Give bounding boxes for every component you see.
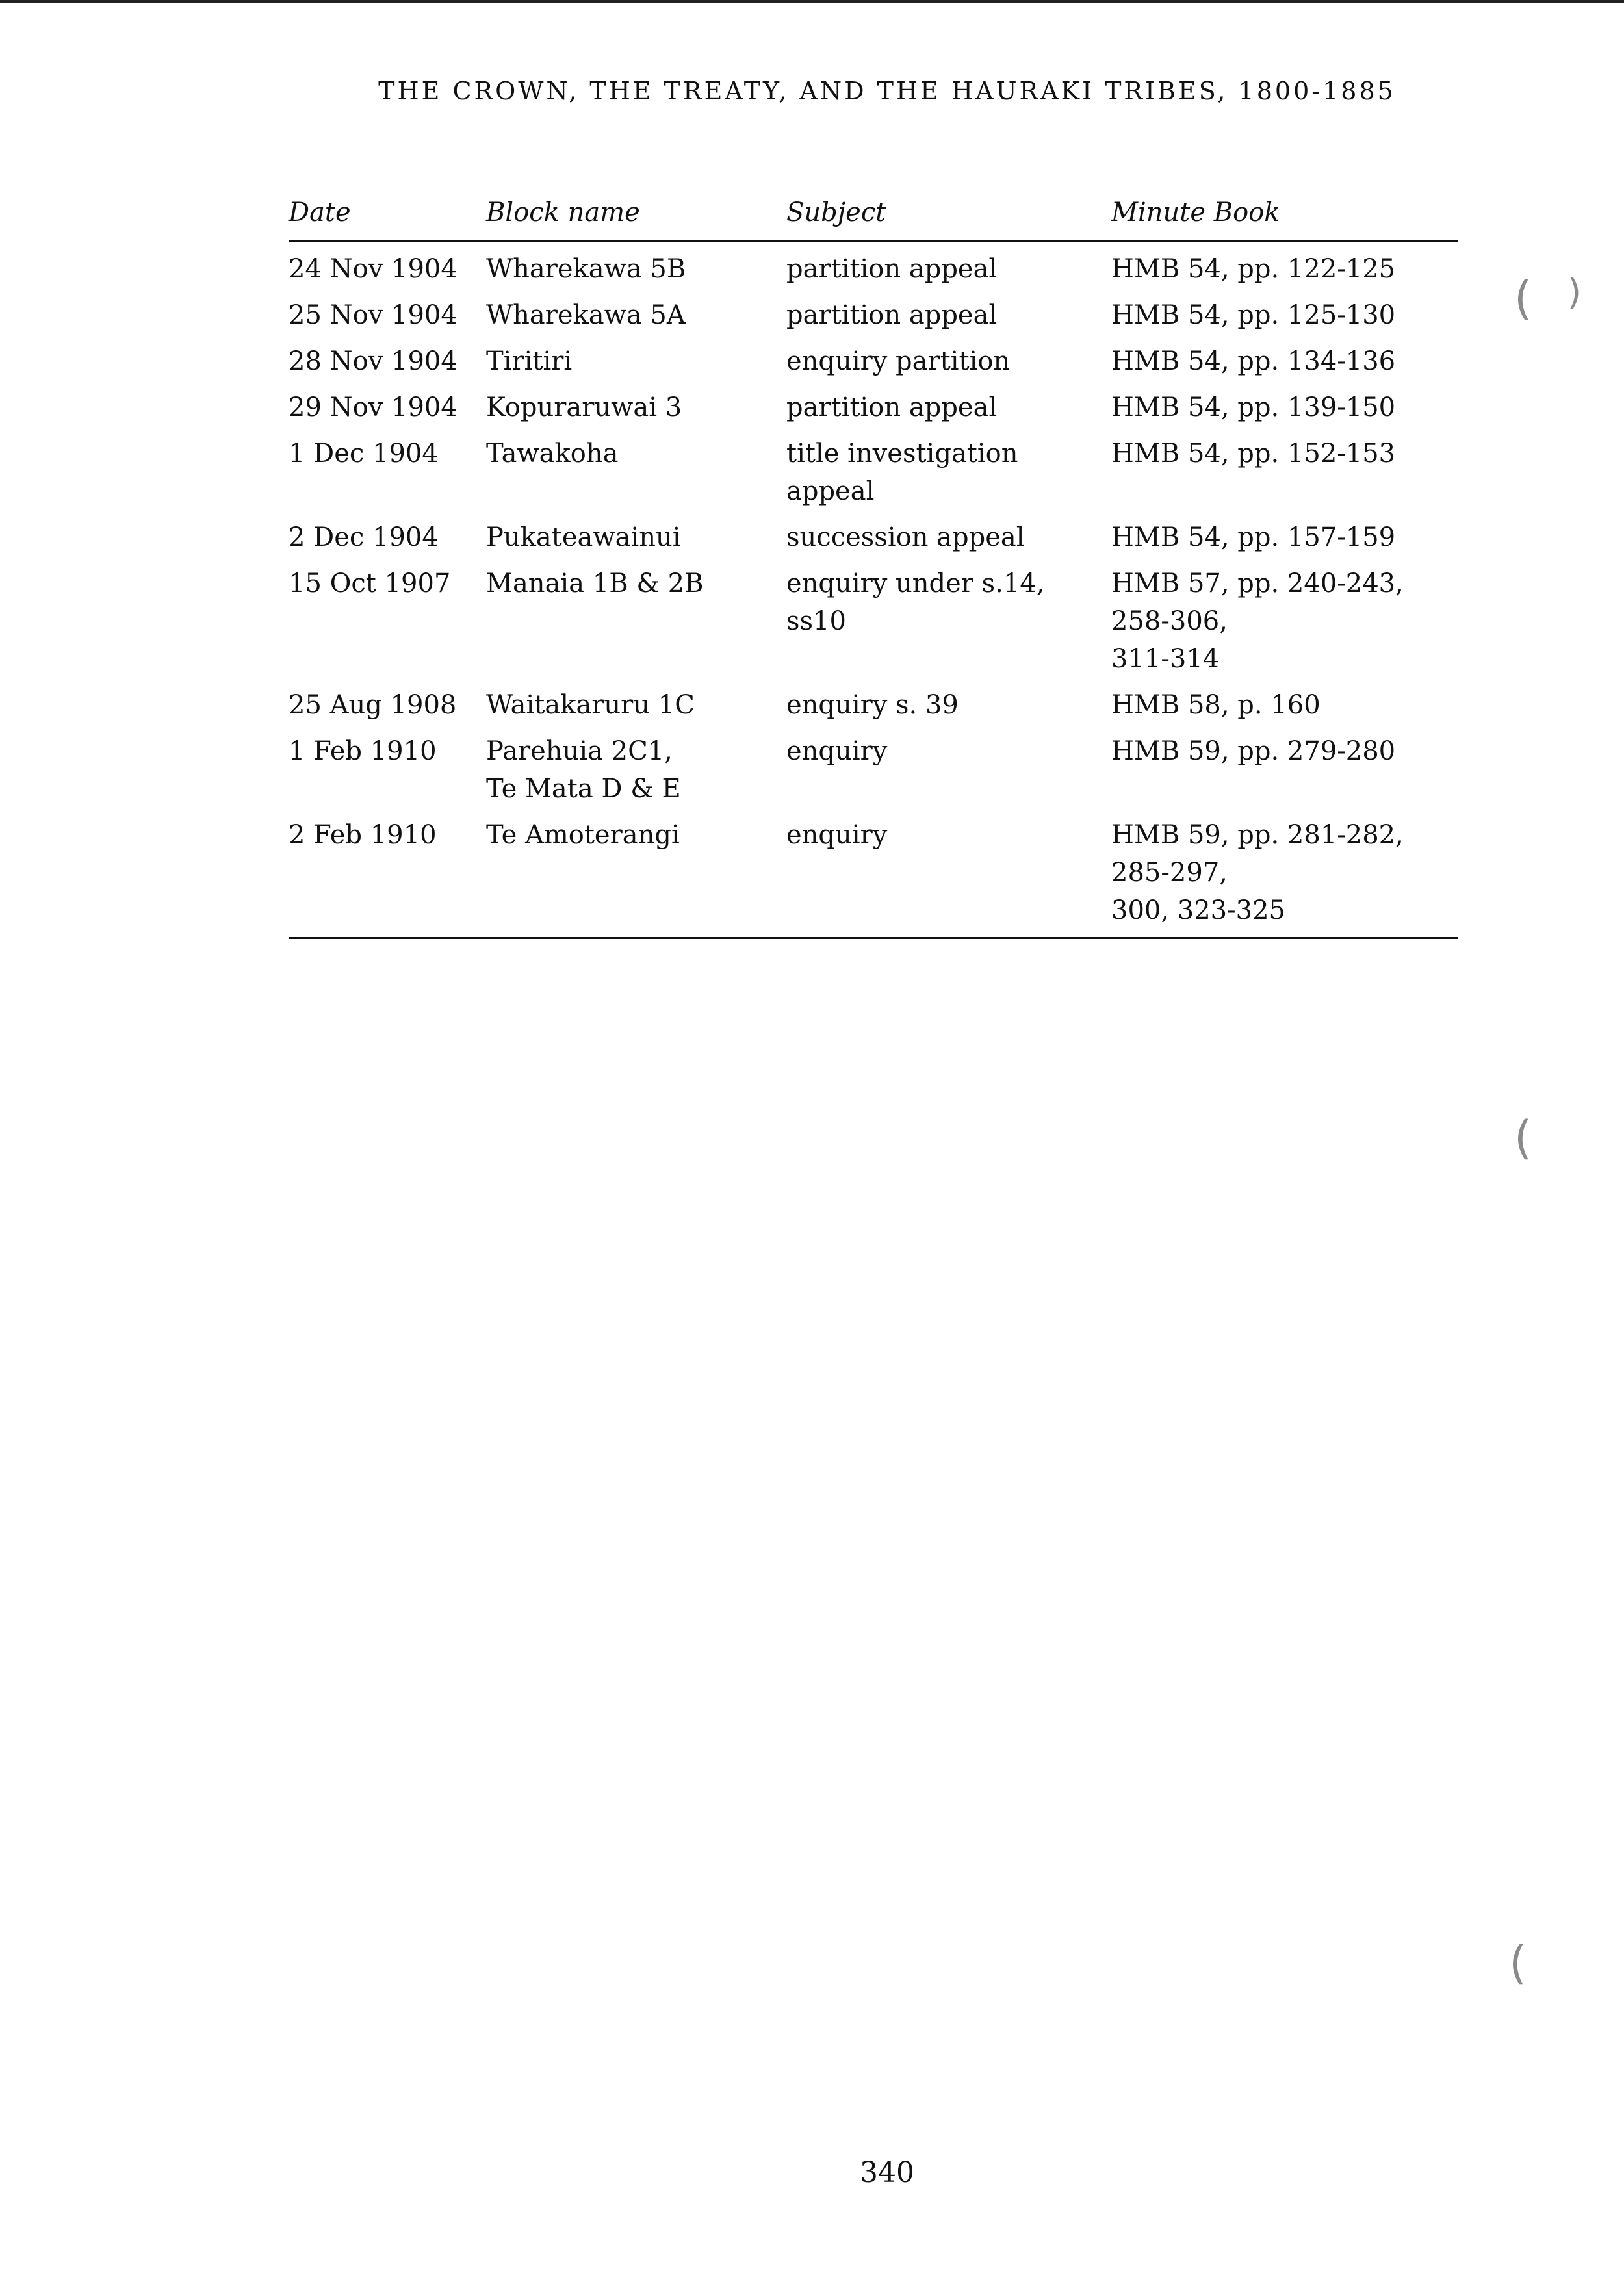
table-body (289, 242, 1458, 938)
date-cell: 15 Oct 1907 (289, 569, 451, 598)
column-header-block-name: Block name (486, 187, 786, 242)
column-header-minute-book: Minute Book (1111, 187, 1458, 242)
margin-bracket-mark: ) (1567, 272, 1582, 313)
minute-book-cell (1111, 515, 1458, 561)
date-cell: 2 Dec 1904 (289, 522, 439, 552)
block-name-line: Tiritiri (486, 346, 573, 376)
block-name-line: Pukateawainui (486, 522, 681, 552)
table-header-row (289, 187, 1458, 242)
date-cell: 25 Nov 1904 (289, 300, 458, 330)
subject-cell: partition appeal (786, 254, 998, 284)
page-number: 340 (860, 2156, 914, 2189)
minute-book-cell (1111, 729, 1458, 813)
running-title: THE CROWN, THE TREATY, AND THE HAURAKI TRIBES, 1800-1885 (378, 77, 1396, 105)
minute-book-line: 300, 323-325 (1111, 895, 1285, 925)
block-name-line: Wharekawa 5B (486, 254, 686, 284)
table-row (289, 242, 1458, 294)
minute-book-line: HMB 54, pp. 157-159 (1111, 522, 1396, 552)
table-row (289, 385, 1458, 431)
subject-cell: enquiry (786, 736, 888, 766)
subject-cell: title investigation appeal (786, 439, 1018, 506)
subject-cell: enquiry (786, 813, 1111, 938)
minute-book-cell (1111, 813, 1458, 938)
block-name-cell (486, 729, 786, 813)
date-cell: 2 Feb 1910 (289, 813, 486, 938)
block-name-cell (486, 813, 786, 938)
minute-book-line: HMB 59, pp. 281-282, 285-297, (1111, 820, 1404, 888)
block-name-cell (486, 515, 786, 561)
block-name-line: Manaia 1B & 2B (486, 569, 704, 598)
table-row (289, 515, 1458, 561)
minute-book-table (289, 187, 1458, 939)
date-cell: 1 Dec 1904 (289, 439, 439, 469)
minute-book-line: HMB 54, pp. 134-136 (1111, 346, 1396, 376)
minute-book-cell (1111, 293, 1458, 339)
date-cell: 24 Nov 1904 (289, 254, 458, 284)
table-row (289, 813, 1458, 938)
block-name-line: Waitakaruru 1C (486, 690, 695, 720)
minute-book-line: HMB 54, pp. 122-125 (1111, 254, 1396, 284)
table-row (289, 729, 1458, 813)
minute-book-line: HMB 54, pp. 125-130 (1111, 300, 1396, 330)
minute-book-cell (1111, 683, 1458, 729)
minute-book-cell (1111, 242, 1458, 294)
minute-book-line: 311-314 (1111, 644, 1220, 674)
minute-book-cell (1111, 339, 1458, 385)
table-row (289, 431, 1458, 515)
date-cell: 28 Nov 1904 (289, 346, 458, 376)
table-row (289, 561, 1458, 683)
subject-cell: succession appeal (786, 522, 1025, 552)
column-header-date: Date (289, 187, 486, 242)
margin-bracket-mark: ( (1509, 1936, 1527, 1990)
block-name-line: Tawakoha (486, 439, 619, 469)
subject-cell: partition appeal (786, 300, 998, 330)
block-name-cell (486, 242, 786, 294)
minute-book-cell (1111, 431, 1458, 515)
minute-book-cell (1111, 385, 1458, 431)
date-cell: 29 Nov 1904 (289, 392, 458, 422)
margin-bracket-mark: ( (1514, 272, 1532, 325)
date-cell: 1 Feb 1910 (289, 736, 437, 766)
block-name-cell (486, 339, 786, 385)
minute-book-line: HMB 59, pp. 279-280 (1111, 736, 1396, 766)
block-name-line: Parehuia 2C1, (486, 736, 673, 766)
margin-bracket-mark: ( (1514, 1111, 1532, 1164)
subject-cell: enquiry s. 39 (786, 690, 959, 720)
block-name-line: Wharekawa 5A (486, 300, 686, 330)
minute-book-line: HMB 54, pp. 152-153 (1111, 439, 1396, 469)
table-row (289, 683, 1458, 729)
minute-book-line: HMB 57, pp. 240-243, 258-306, (1111, 569, 1404, 636)
subject-cell: partition appeal (786, 392, 998, 422)
subject-cell: enquiry under s.14, ss10 (786, 569, 1045, 636)
minute-book-cell (1111, 561, 1458, 683)
block-name-cell (486, 683, 786, 729)
block-name-cell (486, 431, 786, 515)
block-name-line: Te Amoterangi (486, 820, 680, 850)
subject-cell: enquiry partition (786, 346, 1011, 376)
minute-book-line: HMB 58, p. 160 (1111, 690, 1321, 720)
table-row (289, 339, 1458, 385)
minute-book-line: HMB 54, pp. 139-150 (1111, 392, 1396, 422)
column-header-subject: Subject (786, 187, 1111, 242)
block-name-line: Kopuraruwai 3 (486, 392, 682, 422)
table-row (289, 293, 1458, 339)
date-cell: 25 Aug 1908 (289, 690, 457, 720)
block-name-cell (486, 385, 786, 431)
top-edge-rule (0, 0, 1624, 3)
block-name-cell (486, 561, 786, 683)
block-name-cell (486, 293, 786, 339)
block-name-line: Te Mata D & E (486, 774, 681, 804)
